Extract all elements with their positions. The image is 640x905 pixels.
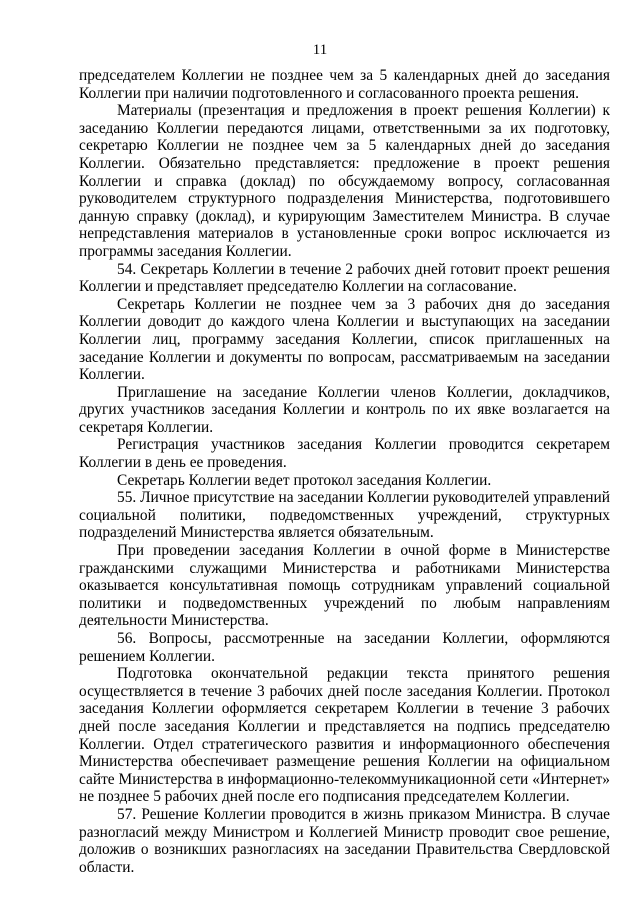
document-body (79, 67, 610, 876)
paragraph-item-56: 56. Вопросы, рассмотренные на заседании Коллегии, оформляются решением Коллегии. (79, 630, 610, 665)
paragraph-invitation: Приглашение на заседание Коллегии членов Коллегии, докладчиков, других участников заседания Коллегии и контроль по их явке возлагается на секретаря Коллегии. (79, 383, 610, 436)
paragraph-decision-preparation: Подготовка окончательной редакции текста принятого решения осуществляется в течение 3 рабочих дней после заседания Коллегии. Протокол заседания Коллегии оформляется секретарем Коллегии в течение 3 рабочих дней после заседания Коллегии и представляется на подпись председателю Коллегии. Отдел стратегического развития и информационного обеспечения Министерства обеспечивает размещение решения Коллегии на официальном сайте Министерства в информационно-телекоммуникационной сети «Интернет» не позднее 5 рабочих дней после его подписания председателем Коллегии. (79, 665, 610, 806)
paragraph-consultation: При проведении заседания Коллегии в очной форме в Министерстве гражданскими служащими Министерства и работниками Министерства оказывается консультативная помощь сотрудникам управлений социальной политики и подведомственных учреждений по любым направлениям деятельности Министерства. (79, 542, 610, 630)
paragraph-materials: Материалы (презентация и предложения в проект решения Коллегии) к заседанию Коллегии передаются лицами, ответственными за их подготовку, секретарю Коллегии не позднее чем за 5 календарных дней до заседания Коллегии. Обязательно представляется: предложение в проект решения Коллегии и справка (доклад) по обсуждаемому вопросу, согласованная руководителем структурного подразделения Министерства, подготовившего данную справку (доклад), и курирующим Заместителем Министра. В случае непредставления материалов в установленные сроки вопрос исключается из программы заседания Коллегии. (79, 102, 610, 260)
paragraph-item-55: 55. Личное присутствие на заседании Коллегии руководителей управлений социальной политики, подведомственных учреждений, структурных подразделений Министерства является обязательным. (79, 489, 610, 542)
paragraph-protocol: Секретарь Коллегии ведет протокол заседания Коллегии. (117, 471, 492, 489)
page-number: 11 (312, 42, 328, 58)
paragraph-item-54: 54. Секретарь Коллегии в течение 2 рабочих дней готовит проект решения Коллегии и представляет председателю Коллегии на согласование. (79, 260, 610, 296)
paragraph-registration: Регистрация участников заседания Коллегии проводится секретарем Коллегии в день ее проведения. (79, 436, 610, 472)
paragraph-continuation: председателем Коллегии не позднее чем за 5 календарных дней до заседания Коллегии при наличии подготовленного и согласованного проекта решения. (79, 67, 610, 102)
paragraph-item-57: 57. Решение Коллегии проводится в жизнь приказом Министра. В случае разногласий между Министром и Коллегией Министр проводит свое решение, доложив о возникших разногласиях на заседании Правительства Свердловской области. (79, 805, 610, 876)
paragraph-secretary-notice: Секретарь Коллегии не позднее чем за 3 рабочих дня до заседания Коллегии доводит до каждого члена Коллегии и выступающих на заседании Коллегии лиц, программу заседания Коллегии, список приглашенных на заседание Коллегии и документы по вопросам, рассматриваемым на заседании Коллегии. (79, 295, 610, 384)
